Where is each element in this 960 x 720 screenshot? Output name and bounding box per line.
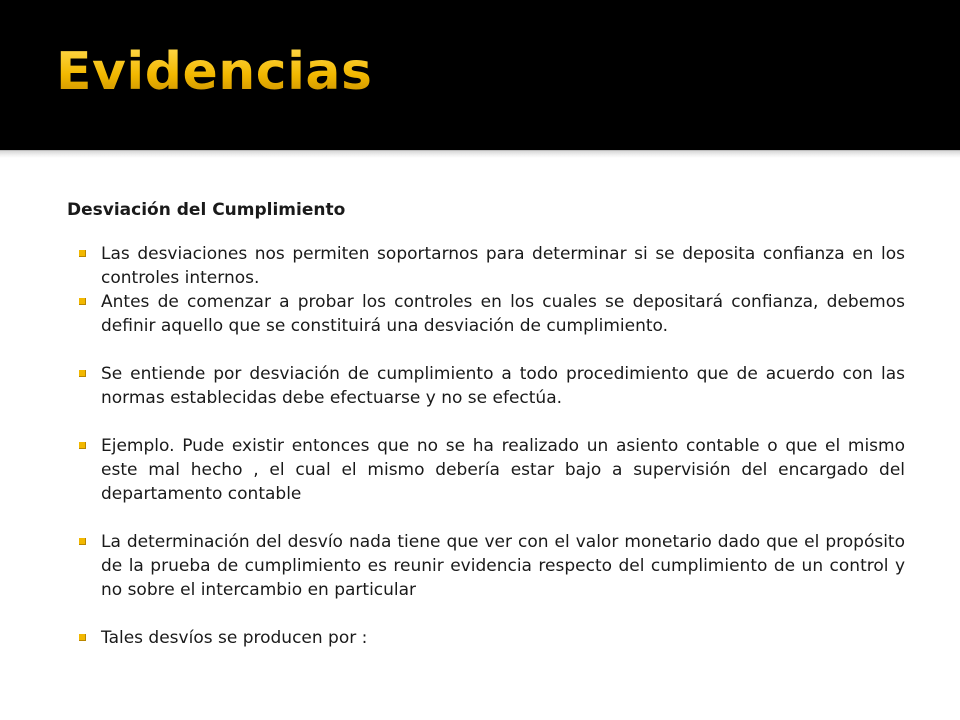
bullet-text: La determinación del desvío nada tiene que ver con el valor monetario dado que el propósito de la prueba de cumplimiento es reunir evidencia respecto del cumplimiento de un control y no sobre el intercambio en particular [101,532,905,600]
square-bullet-icon [79,370,86,377]
bullet-item [67,242,905,290]
square-bullet-icon [79,442,86,449]
bullet-item [67,626,905,650]
slide-content [67,198,905,650]
square-bullet-icon [79,298,86,305]
square-bullet-icon [79,538,86,545]
bullet-text: Ejemplo. Pude existir entonces que no se ha realizado un asiento contable o que el mismo este mal hecho , el cual el mismo debería estar bajo a supervisión del encargado del departamento contable [101,436,905,504]
bullet-item [67,434,905,506]
square-bullet-icon [79,250,86,257]
bullet-item [67,362,905,410]
bullet-item [67,530,905,602]
bullet-item [67,290,905,338]
square-bullet-icon [79,634,86,641]
slide-subtitle: Desviación del Cumplimiento [67,200,346,220]
bullet-text: Tales desvíos se producen por : [101,628,368,648]
bullet-text: Se entiende por desviación de cumplimiento a todo procedimiento que de acuerdo con las normas establecidas debe efectuarse y no se efectúa. [101,364,905,408]
slide-title: Evidencias [56,42,373,102]
title-bar [0,0,960,150]
bullet-text: Las desviaciones nos permiten soportarnos para determinar si se deposita confianza en los controles internos. [101,244,905,288]
title-divider [0,150,960,158]
bullet-text: Antes de comenzar a probar los controles en los cuales se depositará confianza, debemos definir aquello que se constituirá una desviación de cumplimiento. [101,292,905,336]
